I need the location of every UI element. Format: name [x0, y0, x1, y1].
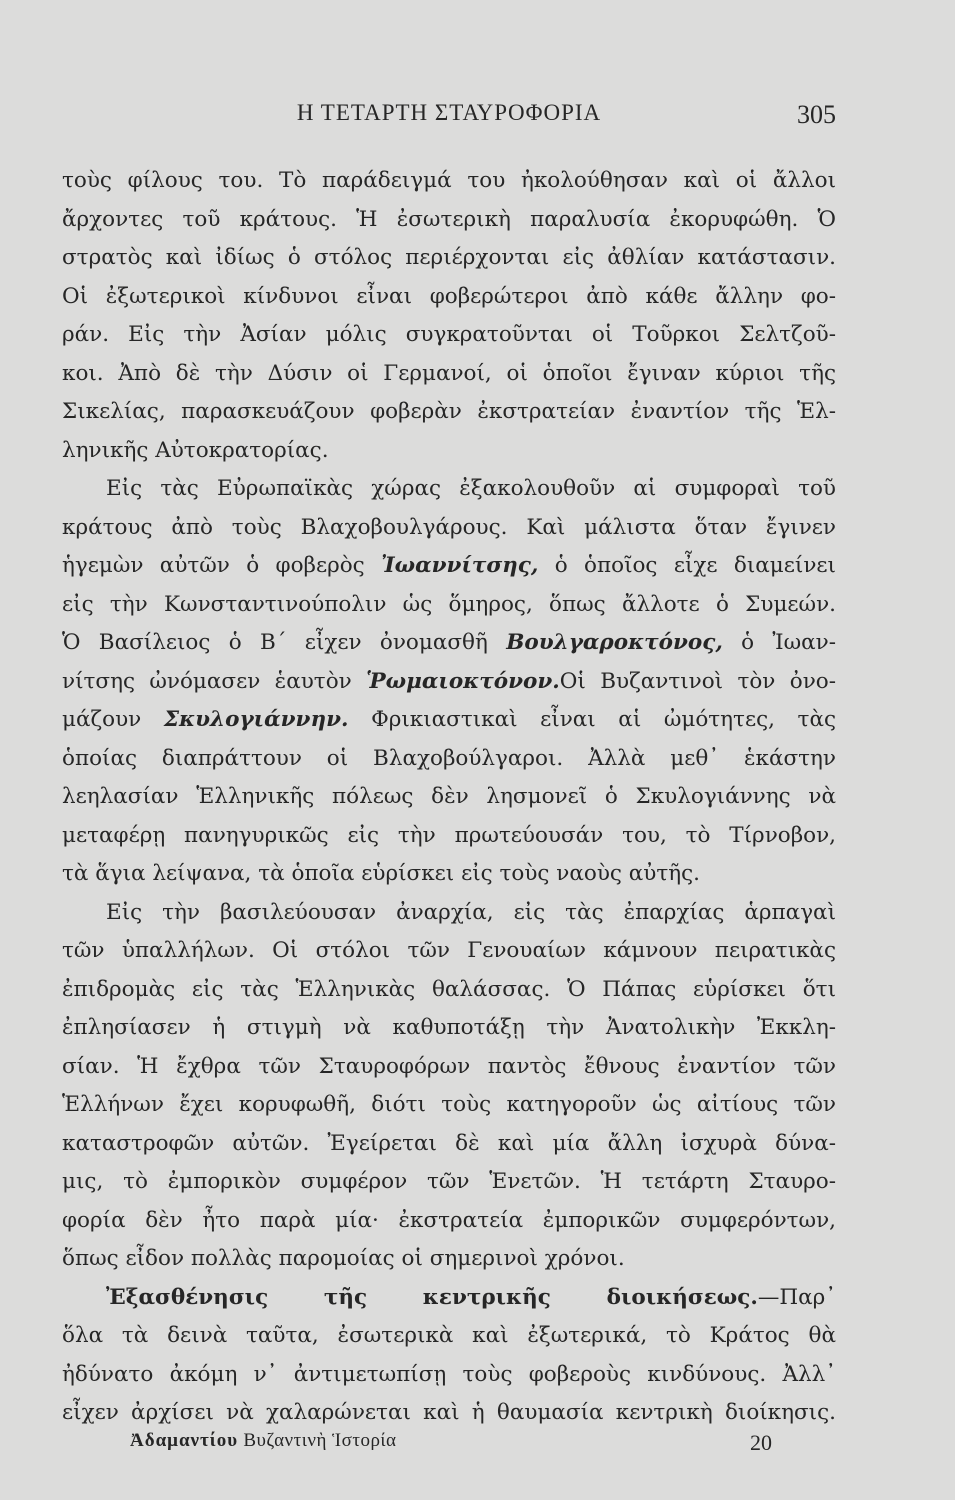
text-run: ἡγεμὼν αὐτῶν ὁ φοβερὸς: [62, 553, 365, 578]
text-run: μάζουν: [62, 707, 142, 732]
text-line: στρατὸς καὶ ἰδίως ὁ στόλος περιέρχονται εἰς ἀθλίαν κατάστασιν.: [62, 245, 836, 270]
text-line: ράν. Εἰς τὴν Ἀσίαν μόλις συγκρατοῦνται οἱ Τοῦρκοι Σελτζοῦ-: [62, 322, 836, 347]
emphasized-name: Ῥωμαιοκτόνον.: [366, 668, 560, 694]
sheet-number: 20: [750, 1430, 772, 1455]
text-line: ὅπως εἶδον πολλὰς παρομοίας οἱ σημερινοὶ χρόνοι.: [62, 1246, 625, 1271]
text-line: ληνικῆς Αὐτοκρατορίας.: [62, 437, 329, 463]
text-line: ὅλα τὰ δεινὰ ταῦτα, ἐσωτερικὰ καὶ ἐξωτερικά, τὸ Κράτος θὰ: [62, 1323, 836, 1348]
text-run: ὁ ὁποῖος εἶχε διαμείνει: [554, 553, 836, 578]
text-line: ὁποίας διαπράττουν οἱ Βλαχοβούλγαροι. Ἀλλὰ μεθ᾽ ἑκάστην: [62, 745, 836, 771]
emphasized-name: Ἰωαννίτσης,: [381, 553, 539, 578]
book-signature: [130, 1430, 397, 1452]
text-line: τὰ ἅγια λείψανα, τὰ ὁποῖα εὑρίσκει εἰς τοὺς ναοὺς αὐτῆς.: [62, 861, 701, 886]
text-line: σίαν. Ἡ ἔχθρα τῶν Σταυροφόρων παντὸς ἔθνους ἐναντίον τῶν: [62, 1053, 836, 1079]
text-line: φορία δὲν ἦτο παρὰ μία· ἐκστρατεία ἐμπορικῶν συμφερόντων,: [62, 1207, 836, 1233]
text-run: Οἱ Βυζαντινοὶ τὸν ὀνο-: [559, 668, 836, 694]
text-run: ὁ Ἰωαν-: [741, 630, 836, 655]
text-line: μεταφέρῃ πανηγυρικῶς εἰς τὴν πρωτεύουσάν του, τὸ Τίρνοβον,: [62, 822, 836, 848]
text-line: Ἑλλήνων ἔχει κορυφωθῆ, διότι τοὺς κατηγοροῦν ὡς αἰτίους τῶν: [62, 1092, 836, 1117]
text-line: Εἰς τὴν βασιλεύουσαν ἀναρχία, εἰς τὰς ἐπαρχίας ἁρπαγαὶ: [106, 899, 836, 925]
page-footer: [62, 1430, 836, 1460]
text-line: [62, 663, 836, 702]
text-line: [62, 1279, 836, 1318]
text-line: [62, 547, 836, 586]
emphasized-name: Βουλγαροκτόνος,: [506, 630, 723, 655]
text-line: ἄρχοντες τοῦ κράτους. Ἡ ἐσωτερικὴ παραλυσία ἐκορυφώθη. Ὁ: [62, 206, 836, 232]
text-line: ἠδύνατο ἀκόμη ν᾽ ἀντιμετωπίσῃ τοὺς φοβεροὺς κινδύνους. Ἀλλ᾽: [62, 1361, 836, 1387]
text-line: ἐπιδρομὰς εἰς τὰς Ἑλληνικὰς θαλάσσας. Ὁ Πάπας εὑρίσκει ὅτι: [62, 976, 836, 1002]
text-line: [62, 701, 836, 740]
text-run: νίτσης ὠνόμασεν ἑαυτὸν: [62, 668, 352, 694]
text-line: κράτους ἀπὸ τοὺς Βλαχοβουλγάρους. Καὶ μάλιστα ὅταν ἔγινεν: [62, 514, 836, 540]
text-line: [62, 624, 836, 663]
page-body: [62, 162, 836, 1433]
text-line: καταστροφῶν αὐτῶν. Ἐγείρεται δὲ καὶ μία ἄλλη ἰσχυρὰ δύνα-: [62, 1130, 836, 1156]
section-heading: Ἐξασθένησις τῆς κεντρικῆς διοικήσεως.: [106, 1284, 758, 1310]
text-line: ἐπλησίασεν ἡ στιγμὴ νὰ καθυποτάξῃ τὴν Ἀνατολικὴν Ἐκκλη-: [62, 1015, 836, 1040]
text-run: —Παρ᾽: [757, 1284, 836, 1310]
text-line: Εἰς τὰς Εὐρωπαϊκὰς χώρας ἐξακολουθοῦν αἱ συμφοραὶ τοῦ: [106, 476, 836, 501]
text-line: μις, τὸ ἐμπορικὸν συμφέρον τῶν Ἑνετῶν. Ἡ τετάρτη Σταυρο-: [62, 1169, 836, 1194]
text-line: εἶχεν ἀρχίσει νὰ χαλαρώνεται καὶ ἡ θαυμασία κεντρικὴ διοίκησις.: [62, 1400, 836, 1425]
text-line: λεηλασίαν Ἑλληνικῆς πόλεως δὲν λησμονεῖ ὁ Σκυλογιάννης νὰ: [62, 784, 836, 809]
book-title: Βυζαντινὴ Ἱστορία: [243, 1430, 397, 1451]
page-header: [62, 100, 836, 134]
author-name: Ἀδαμαντίου: [130, 1430, 239, 1451]
text-run: Φρικιαστικαὶ εἶναι αἱ ὠμότητες, τὰς: [371, 707, 836, 732]
running-title: Η ΤΕΤΑΡΤΗ ΣΤΑΥΡΟΦΟΡΙΑ: [296, 100, 602, 125]
text-line: τῶν ὑπαλλήλων. Οἱ στόλοι τῶν Γενουαίων κάμνουν πειρατικὰς: [62, 938, 836, 963]
text-line: εἰς τὴν Κωνσταντινούπολιν ὡς ὅμηρος, ὅπως ἄλλοτε ὁ Συμεών.: [62, 591, 836, 617]
page-number: 305: [797, 100, 836, 129]
text-line: Σικελίας, παρασκευάζουν φοβερὰν ἐκστρατείαν ἐναντίον τῆς Ἑλ-: [62, 399, 836, 424]
emphasized-name: Σκυλογιάννην.: [163, 707, 349, 732]
text-line: κοι. Ἀπὸ δὲ τὴν Δύσιν οἱ Γερμανοί, οἱ ὁποῖοι ἔγιναν κύριοι τῆς: [62, 360, 836, 386]
text-run: Ὁ Βασίλειος ὁ Β΄ εἶχεν ὀνομασθῆ: [62, 630, 488, 655]
text-line: τοὺς φίλους του. Τὸ παράδειγμά του ἠκολούθησαν καὶ οἱ ἄλλοι: [62, 168, 836, 193]
text-line: Οἱ ἐξωτερικοὶ κίνδυνοι εἶναι φοβερώτεροι ἀπὸ κάθε ἄλλην φο-: [62, 283, 836, 309]
